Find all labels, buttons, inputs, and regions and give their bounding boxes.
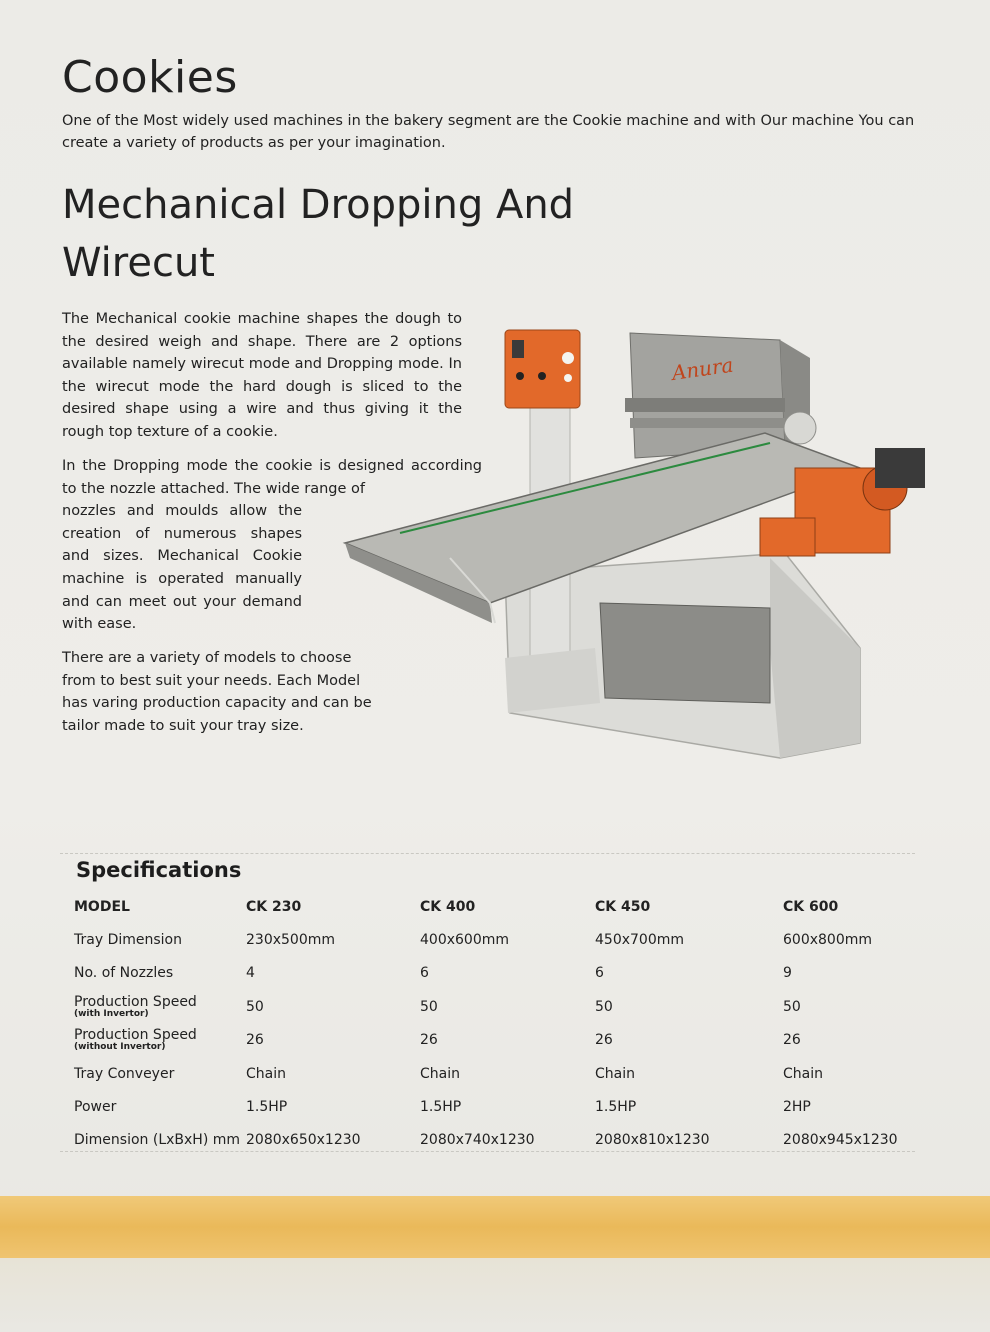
cookie-machine-image (340, 318, 940, 768)
page-title: Cookies (62, 52, 238, 103)
row-label-note: (with Invertor) (74, 1008, 149, 1019)
row-label: Dimension (LxBxH) mm (74, 1132, 241, 1149)
cell: Chain (420, 1065, 460, 1082)
control-knob (562, 352, 574, 364)
model-ck600: CK 600 (783, 898, 839, 915)
cell: 26 (783, 1032, 801, 1049)
drawer (600, 603, 770, 703)
control-button-1 (516, 372, 524, 380)
table-row (74, 1090, 914, 1123)
row-label: Power (74, 1099, 117, 1116)
specifications-heading: Specifications (76, 858, 242, 882)
table-row (74, 1124, 914, 1157)
footer-fade (0, 1258, 990, 1332)
pedestal-foot (505, 648, 600, 713)
cell: Chain (783, 1065, 823, 1082)
row-label-note: (without Invertor) (74, 1042, 166, 1053)
model-ck450: CK 450 (595, 898, 651, 915)
wirecut-description: The Mechanical cookie machine shapes the dough to the desired weigh and shape. There are 2 options available namely wirecut mode and Dropping mode. In the wirecut mode the hard dough is sliced to the desired shape using a wire and thus giving it the rough top texture of a cookie. (62, 311, 462, 440)
cell: 26 (595, 1032, 613, 1049)
cell: 600x800mm (783, 932, 873, 949)
table-header-row (74, 890, 914, 923)
row-label: No. of Nozzles (74, 965, 174, 982)
brand-logo: Anura (670, 352, 735, 385)
cell: 6 (420, 965, 429, 982)
cell: 1.5HP (595, 1099, 637, 1116)
table-row (74, 990, 914, 1023)
cell: 2080x740x1230 (420, 1132, 535, 1149)
row-label: Tray Dimension (74, 932, 182, 949)
model-label: MODEL (74, 898, 130, 915)
row-label-main: Production Speed (74, 1027, 197, 1044)
hand-wheel (784, 412, 816, 444)
cell: 6 (595, 965, 604, 982)
table-row (74, 1024, 914, 1057)
cell: 50 (595, 998, 613, 1015)
row-label-main: Production Speed (74, 993, 197, 1010)
dropping-description-line2: nozzles and moulds allow the creation of numerous shapes and sizes. Mechanical Cookie machine is operated manually and can meet out your demand with ease. (62, 503, 302, 633)
cell: 2080x810x1230 (595, 1132, 710, 1149)
table-row (74, 1057, 914, 1090)
machine-base-side (770, 558, 860, 758)
row-label: Tray Conveyer (74, 1065, 175, 1082)
cell: 1.5HP (420, 1099, 462, 1116)
roller-1 (625, 398, 785, 412)
intro-text: One of the Most widely used machines in the bakery segment are the Cookie machine and with Our machine You can create a variety of products as per your imagination. (62, 113, 915, 151)
cell: 400x600mm (420, 932, 510, 949)
control-button-3 (564, 374, 572, 382)
control-button-2 (538, 372, 546, 380)
specifications-section (60, 853, 915, 1152)
section-title: Mechanical Dropping And Wirecut (62, 182, 575, 286)
motor (875, 448, 925, 488)
cell: 50 (783, 998, 801, 1015)
specifications-table (74, 890, 914, 1157)
drive-bracket (760, 518, 815, 556)
cell: 26 (246, 1032, 264, 1049)
cell: 50 (420, 998, 438, 1015)
roller-2 (630, 418, 785, 428)
cell: Chain (595, 1065, 635, 1082)
cell: 2080x945x1230 (783, 1132, 898, 1149)
cell: 50 (246, 998, 264, 1015)
footer-band (0, 1196, 990, 1258)
row-label (74, 1024, 246, 1057)
cell: 4 (246, 965, 255, 982)
cell: 230x500mm (246, 932, 336, 949)
model-ck230: CK 230 (246, 898, 302, 915)
cell: 2080x650x1230 (246, 1132, 361, 1149)
model-ck400: CK 400 (420, 898, 476, 915)
cell: 1.5HP (246, 1099, 288, 1116)
cell: 26 (420, 1032, 438, 1049)
cell: Chain (246, 1065, 286, 1082)
cell: 450x700mm (595, 932, 685, 949)
dropping-description-line1: In the Dropping mode the cookie is designed according to the nozzle attached. The wide range of (62, 458, 482, 497)
row-label (74, 990, 246, 1023)
cell: 2HP (783, 1099, 811, 1116)
cell: 9 (783, 965, 792, 982)
models-description: There are a variety of models to choose from to best suit your needs. Each Model has varing production capacity and can be tailor made to suit your tray size. (62, 650, 372, 734)
control-display (512, 340, 524, 358)
table-row (74, 957, 914, 990)
table-row (74, 923, 914, 956)
